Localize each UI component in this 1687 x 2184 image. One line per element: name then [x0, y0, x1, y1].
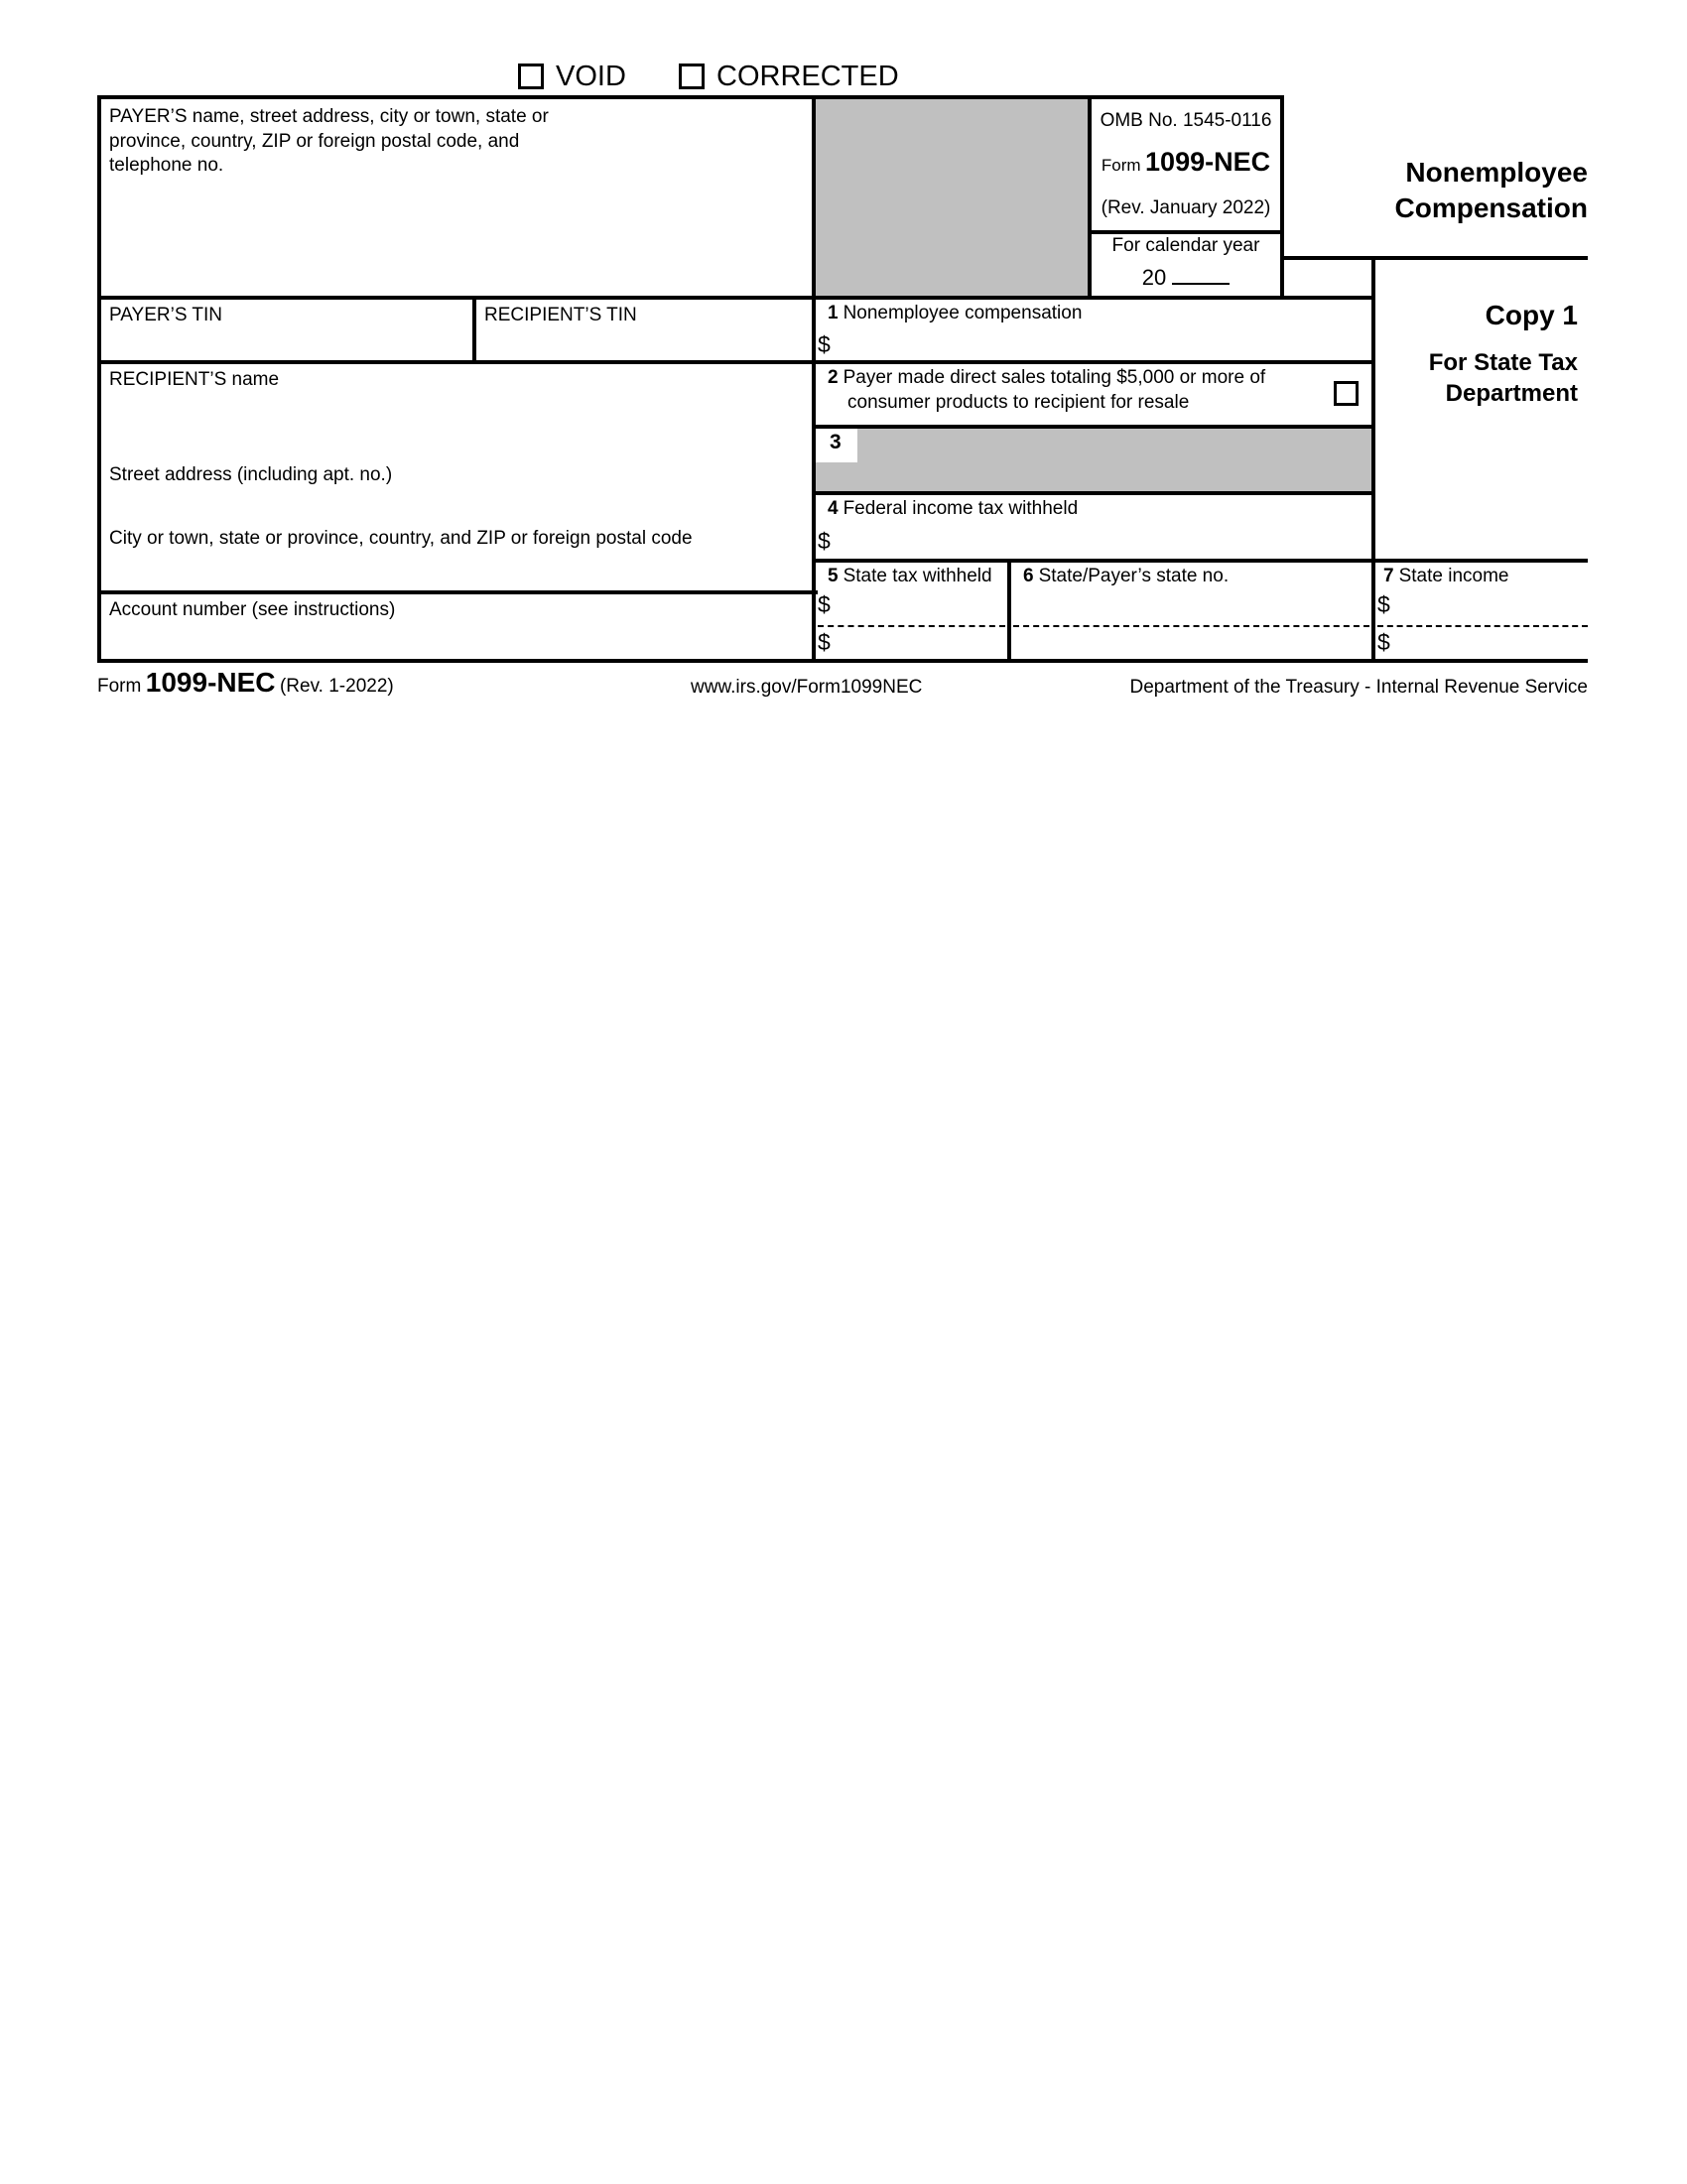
box6-field[interactable] — [1011, 563, 1368, 659]
footer-rev: (Rev. 1-2022) — [279, 676, 394, 697]
street-address-label: Street address (including apt. no.) — [109, 464, 393, 485]
account-number-field[interactable] — [101, 594, 810, 657]
recipient-name-label: RECIPIENT’S name — [109, 369, 280, 390]
box2-label-line1: Payer made direct sales totaling $5,000 or more of — [843, 367, 1266, 388]
box7-dollar-sign-1: $ — [1377, 591, 1390, 617]
calendar-year-prefix: 20 — [1141, 264, 1167, 290]
payer-info-label: PAYER’S name, street address, city or town, state or province, country, ZIP or foreign postal code, and telephone no. — [109, 106, 549, 177]
box7-label: State income — [1398, 566, 1509, 586]
form-number: 1099-NEC — [1145, 147, 1271, 177]
box5-number: 5 — [828, 566, 839, 586]
line — [1280, 256, 1588, 260]
copy-label: Copy 1 — [1485, 300, 1578, 330]
city-state-zip-field[interactable] — [101, 523, 810, 588]
payer-tin-field[interactable] — [101, 300, 472, 360]
corrected-label: CORRECTED — [716, 61, 899, 92]
box7-number: 7 — [1383, 566, 1394, 586]
recipient-tin-field[interactable] — [476, 300, 812, 360]
box3-shaded-area — [816, 429, 1371, 491]
box1-dollar-sign: $ — [818, 331, 831, 357]
box4-amount-field[interactable] — [816, 495, 1371, 557]
copy-for-line2: Department — [1445, 380, 1578, 408]
form-title — [1280, 155, 1588, 227]
calendar-year-field[interactable] — [1092, 234, 1280, 296]
recipient-tin-label: RECIPIENT’S TIN — [484, 305, 637, 325]
payer-tin-label: PAYER’S TIN — [109, 305, 223, 325]
box5-dollar-sign-1: $ — [818, 591, 831, 617]
void-checkbox[interactable] — [518, 64, 544, 89]
box6-label: State/Payer’s state no. — [1038, 566, 1230, 586]
box5-amount-row2[interactable] — [844, 629, 1002, 657]
footer-agency: Department of the Treasury - Internal Revenue Service — [1129, 677, 1588, 698]
box4-dollar-sign: $ — [818, 528, 831, 554]
form-word: Form — [1101, 156, 1141, 175]
void-label: VOID — [556, 61, 626, 92]
box7-amount-row1[interactable] — [1403, 591, 1582, 623]
corrected-checkbox[interactable] — [679, 64, 705, 89]
omb-number: OMB No. 1545-0116 — [1100, 110, 1272, 131]
footer-form-id — [97, 667, 394, 699]
box5-label: State tax withheld — [843, 566, 992, 586]
box7-amount-row2[interactable] — [1403, 629, 1582, 657]
form-title-line2: Compensation — [1394, 193, 1588, 224]
account-number-label: Account number (see instructions) — [109, 599, 396, 620]
shaded-area-top — [816, 99, 1088, 296]
line — [814, 425, 1375, 429]
payer-info-field[interactable] — [101, 99, 810, 294]
box3-number: 3 — [830, 431, 842, 453]
box6-number: 6 — [1023, 566, 1034, 586]
street-address-field[interactable] — [101, 459, 810, 523]
box2-field — [816, 364, 1371, 425]
footer-url: www.irs.gov/Form1099NEC — [691, 677, 923, 698]
form-title-line1: Nonemployee — [1405, 157, 1588, 188]
box1-number: 1 — [828, 303, 839, 323]
revision-note: (Rev. January 2022) — [1101, 197, 1271, 218]
box4-number: 4 — [828, 498, 839, 519]
box5-dollar-sign-2: $ — [818, 629, 831, 655]
box7-dollar-sign-2: $ — [1377, 629, 1390, 655]
city-state-zip-label: City or town, state or province, country, and ZIP or foreign postal code — [109, 528, 693, 549]
box2-label-line2: consumer products to recipient for resale — [847, 391, 1190, 413]
recipient-name-field[interactable] — [101, 364, 810, 459]
calendar-year-label: For calendar year — [1111, 235, 1260, 256]
copy-for-label — [1379, 347, 1578, 409]
box2-checkbox[interactable] — [1334, 381, 1359, 406]
footer-form-number: 1099-NEC — [145, 667, 276, 698]
box5-amount-row1[interactable] — [844, 591, 1002, 623]
line — [97, 659, 1588, 663]
footer-form-word: Form — [97, 676, 142, 697]
box4-label: Federal income tax withheld — [843, 498, 1079, 519]
calendar-year-blank[interactable] — [1172, 261, 1230, 285]
copy-for-line1: For State Tax — [1428, 349, 1578, 376]
box1-label: Nonemployee compensation — [843, 303, 1083, 323]
box1-amount-field[interactable] — [816, 300, 1371, 360]
box2-number: 2 — [828, 367, 839, 388]
